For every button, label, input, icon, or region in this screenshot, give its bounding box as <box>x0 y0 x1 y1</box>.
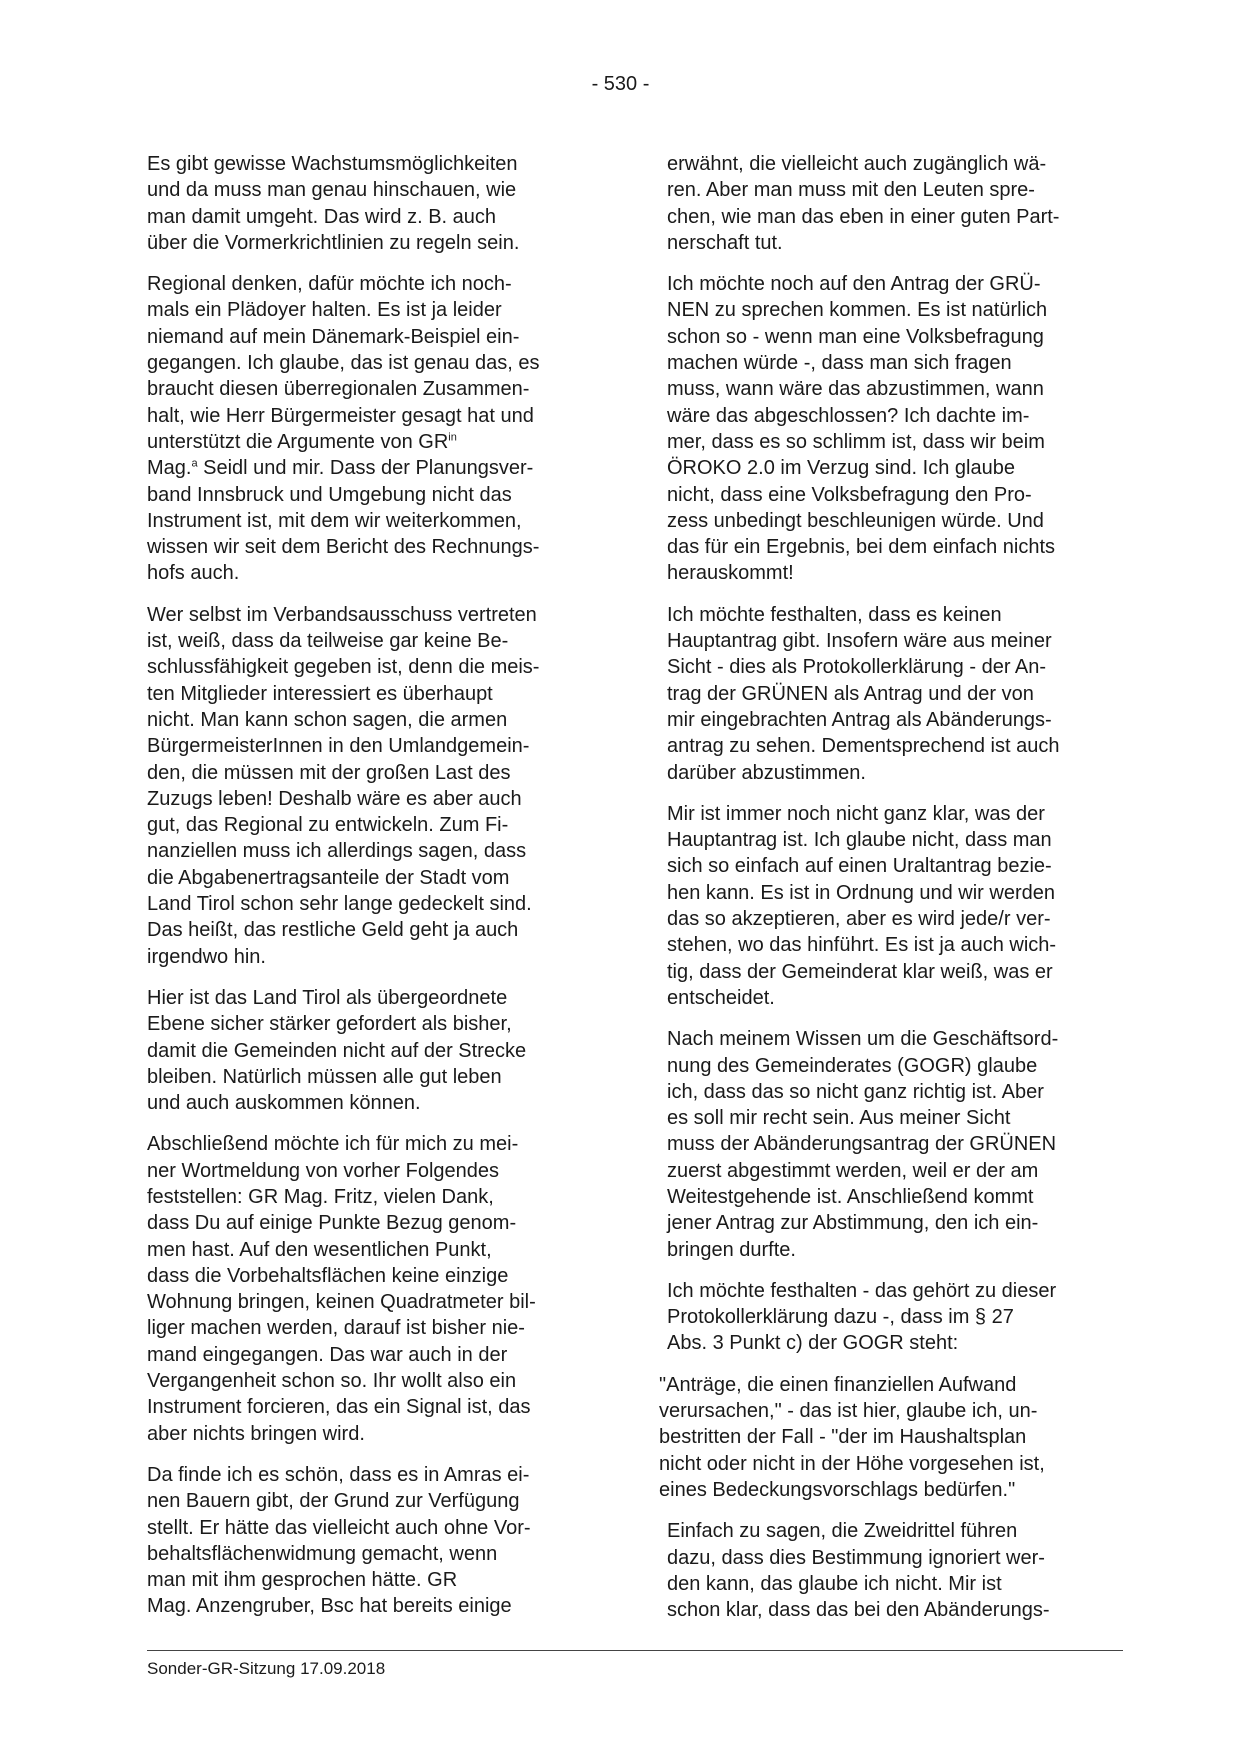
right-column <box>659 151 1127 1638</box>
paragraph: Ich möchte festhalten - das gehört zu dieser Protokollerklärung dazu -, dass im § 27 Abs. 3 Punkt c) der GOGR steht: <box>667 1279 1057 1355</box>
paragraph: Ich möchte noch auf den Antrag der GRÜ- NEN zu sprechen kommen. Es ist natürlich schon so - wenn man eine Volksbefragung machen würde -, dass man sich fragen muss, wann wäre das abzustimmen, wann wäre das abgeschlossen? Ich dachte im- mer, dass es so schlimm ist, dass wir beim ÖROKO 2.0 im Verzug sind. Ich glaube nicht, dass eine Volksbefragung den Pro- zess unbedingt beschleunigen würde. Und das für ein Ergebnis, bei dem einfach nichts herauskommt! <box>667 273 1055 585</box>
paragraph: Mir ist immer noch nicht ganz klar, was der Hauptantrag ist. Ich glaube nicht, dass man sich so einfach auf einen Uraltantrag bezie- hen kann. Es ist in Ordnung und wir werden das so akzeptieren, aber es wird jede/r ver- stehen, wo das hinführt. Es ist ja auch wich- tig, dass der Gemeinderat klar weiß, was er entscheidet. <box>667 802 1057 1009</box>
text-run: Seidl und mir. Dass der Planungsver- band Innsbruck und Umgebung nicht das Instrument ist, mit dem wir weiterkommen, wissen wir seit dem Bericht des Rechnungs- hofs auch. <box>147 457 540 585</box>
footer-divider <box>147 1650 1123 1651</box>
paragraph <box>147 271 607 587</box>
page-number: - 530 - <box>591 73 650 95</box>
paragraph: Da finde ich es schön, dass es in Amras ei- nen Bauern gibt, der Grund zur Verfügung stellt. Er hätte das vielleicht auch ohne Vor- behaltsflächenwidmung gemacht, wenn man mit ihm gesprochen hätte. GR Mag. Anzengruber, Bsc hat bereits einige <box>147 1463 531 1618</box>
superscript: a <box>191 457 198 470</box>
paragraph: Einfach zu sagen, die Zweidrittel führen dazu, dass dies Bestimmung ignoriert wer- den kann, das glaube ich nicht. Mir ist schon klar, dass das bei den Abänderungs- <box>667 1520 1050 1622</box>
quotation: "Anträge, die einen finanziellen Aufwand verursachen," - das ist hier, glaube ich, un- bestritten der Fall - "der im Haushaltsplan nicht oder nicht in der Höhe vorgesehen ist, eines Bedeckungsvorschlags bedürfen." <box>659 1373 1045 1501</box>
left-column <box>147 151 607 1635</box>
paragraph: Ich möchte festhalten, dass es keinen Hauptantrag gibt. Insofern wäre aus meiner Sicht - dies als Protokollerklärung - der An- trag der GRÜNEN als Antrag und der von mir eingebrachten Antrag als Abänderungs- antrag zu sehen. Dementsprechend ist auch darüber abzustimmen. <box>667 603 1060 784</box>
paragraph: Hier ist das Land Tirol als übergeordnete Ebene sicher stärker gefordert als bisher, damit die Gemeinden nicht auf der Strecke bleiben. Natürlich müssen alle gut leben und auch auskommen können. <box>147 986 527 1115</box>
text-run: Mag. <box>147 457 192 480</box>
paragraph: Wer selbst im Verbandsausschuss vertreten ist, weiß, dass da teilweise gar keine Be- schlussfähigkeit gegeben ist, denn die meis- ten Mitglieder interessiert es überhaupt nicht. Man kann schon sagen, die armen BürgermeisterInnen in den Umlandgemein- den, die müssen mit der großen Last des Zuzugs leben! Deshalb wäre es aber auch gut, das Regional zu entwickeln. Zum Fi- nanziellen muss ich allerdings sagen, dass die Abgabenertragsanteile der Stadt vom Land Tirol schon sehr lange gedeckelt sind. Das heißt, das restliche Geld geht ja auch irgendwo hin. <box>147 603 540 968</box>
text-run: Regional denken, dafür möchte ich noch- mals ein Plädoyer halten. Es ist ja leider niemand auf mein Dänemark-Beispiel ein- gegangen. Ich glaube, das ist genau das, es braucht diesen überregionalen Zusammen- halt, wie Herr Bürgermeister gesagt hat und unterstützt die Argumente von GR <box>147 273 540 453</box>
superscript: in <box>448 431 457 444</box>
paragraph: Abschließend möchte ich für mich zu mei- ner Wortmeldung von vorher Folgendes feststellen: GR Mag. Fritz, vielen Dank, dass Du auf einige Punkte Bezug genom- men hast. Auf den wesentlichen Punkt, dass die Vorbehaltsflächen keine einzige Wohnung bringen, keinen Quadratmeter bil- liger machen werden, darauf ist bisher nie- mand eingegangen. Das war auch in der Vergangenheit schon so. Ihr wollt also ein Instrument forcieren, das ein Signal ist, das aber nichts bringen wird. <box>147 1133 536 1445</box>
footer-text: Sonder-GR-Sitzung 17.09.2018 <box>147 1659 386 1678</box>
paragraph: Nach meinem Wissen um die Geschäftsord- nung des Gemeinderates (GOGR) glaube ich, dass das so nicht ganz richtig ist. Aber es soll mir recht sein. Aus meiner Sicht muss der Abänderungsantrag der GRÜNEN zuerst abgestimmt werden, weil er der am Weitestgehende ist. Anschließend kommt jener Antrag zur Abstimmung, den ich ein- bringen durfte. <box>667 1028 1059 1261</box>
paragraph: erwähnt, die vielleicht auch zugänglich wä- ren. Aber man muss mit den Leuten spre- chen, wie man das eben in einer guten Part- nerschaft tut. <box>667 153 1060 254</box>
paragraph: Es gibt gewisse Wachstumsmöglichkeiten und da muss man genau hinschauen, wie man damit umgeht. Das wird z. B. auch über die Vormerkrichtlinien zu regeln sein. <box>147 153 520 254</box>
